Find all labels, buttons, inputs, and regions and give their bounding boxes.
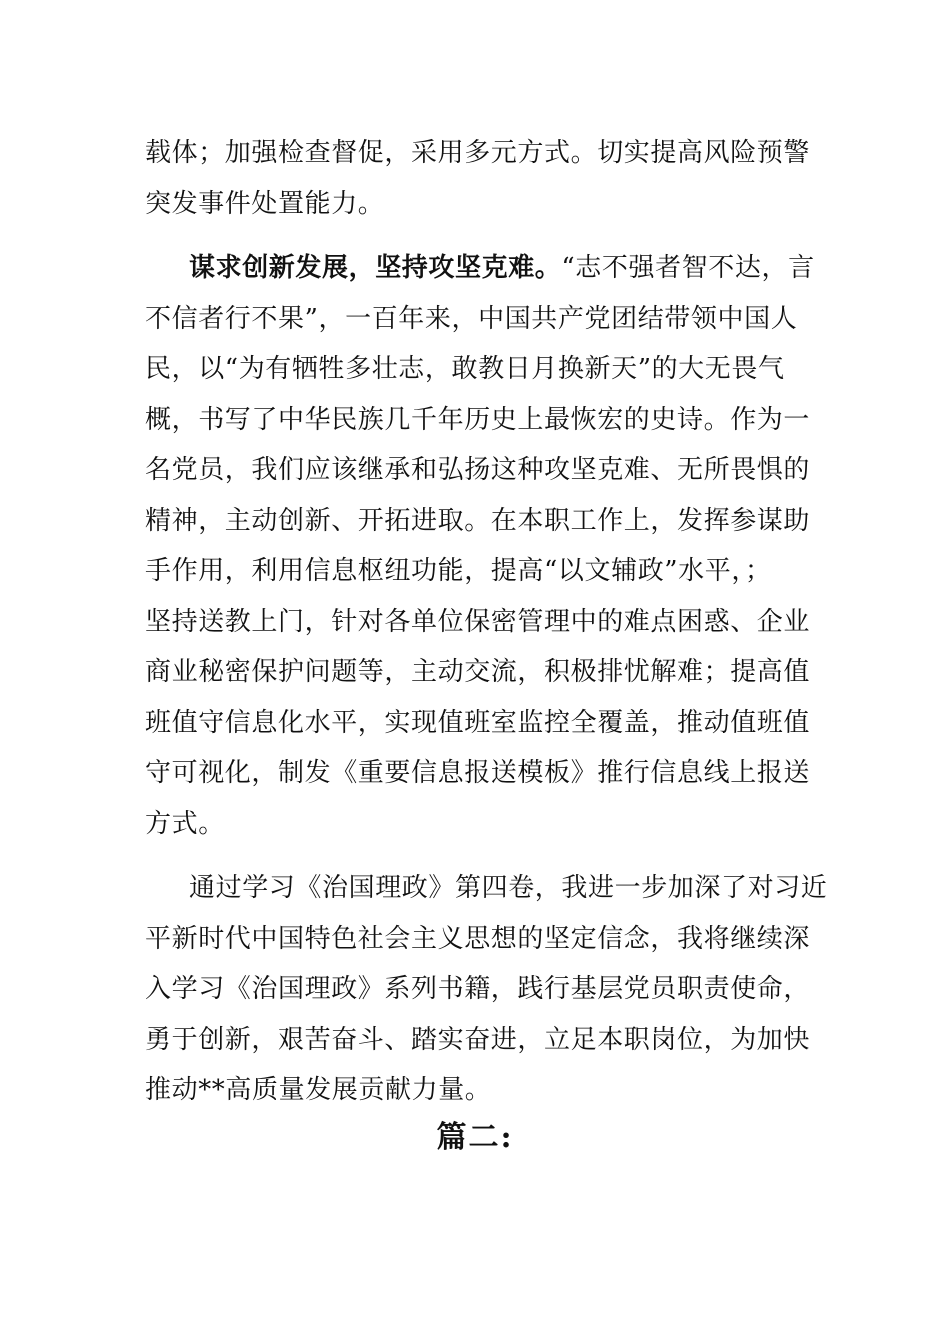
text-line: 勇于创新，艰苦奋斗、踏实奋进，立足本职岗位，为加快 (145, 1024, 811, 1055)
text-line: 商业秘密保护问题等，主动交流，积极排忧解难；提高值 (145, 657, 811, 687)
text-line: 班值守信息化水平，实现值班室监控全覆盖，推动值班值 (145, 707, 811, 738)
paragraph-lead-heading: 谋求创新发展，坚持攻坚克难。 (189, 253, 562, 283)
section-heading: 篇二: (436, 1120, 514, 1155)
text-line: 方式。 (145, 808, 225, 839)
text-line: 通过学习《治国理政》第四卷，我进一步加深了对习近 (189, 873, 828, 903)
document-body (145, 128, 828, 1116)
text-line: 坚持送教上门，针对各单位保密管理中的难点困惑、企业 (145, 606, 811, 637)
paragraph-lead-text: “志不强者智不达，言 (561, 253, 815, 283)
text-line: 手作用，利用信息枢纽功能，提高“以文辅政”水平，； (145, 556, 772, 586)
text-line: 入学习《治国理政》系列书籍，践行基层党员职责使命， (145, 974, 811, 1004)
text-line: 不信者行不果”，一百年来，中国共产党团结带领中国人 (145, 303, 798, 334)
paragraph-lead-line (145, 243, 815, 294)
paragraph-2 (145, 243, 815, 849)
text-line: 突发事件处置能力。 (145, 188, 385, 219)
text-line: 名党员，我们应该继承和弘扬这种攻坚克难、无所畏惧的 (145, 455, 811, 485)
text-line: 守可视化，制发《重要信息报送模板》推行信息线上报送 (145, 758, 811, 788)
paragraph-1 (145, 128, 811, 229)
text-line: 载体；加强检查督促，采用多元方式。切实提高风险预警 (145, 138, 811, 168)
text-line: 推动**高质量发展贡献力量。 (145, 1075, 492, 1105)
text-line: 民，以“为有牺牲多壮志，敢教日月换新天”的大无畏气 (145, 354, 785, 384)
paragraph-3 (145, 863, 828, 1116)
text-line: 平新时代中国特色社会主义思想的坚定信念，我将继续深 (145, 923, 811, 954)
text-line: 精神，主动创新、开拓进取。在本职工作上，发挥参谋助 (145, 505, 811, 536)
text-line: 概，书写了中华民族几千年历史上最恢宏的史诗。作为一 (145, 404, 811, 435)
